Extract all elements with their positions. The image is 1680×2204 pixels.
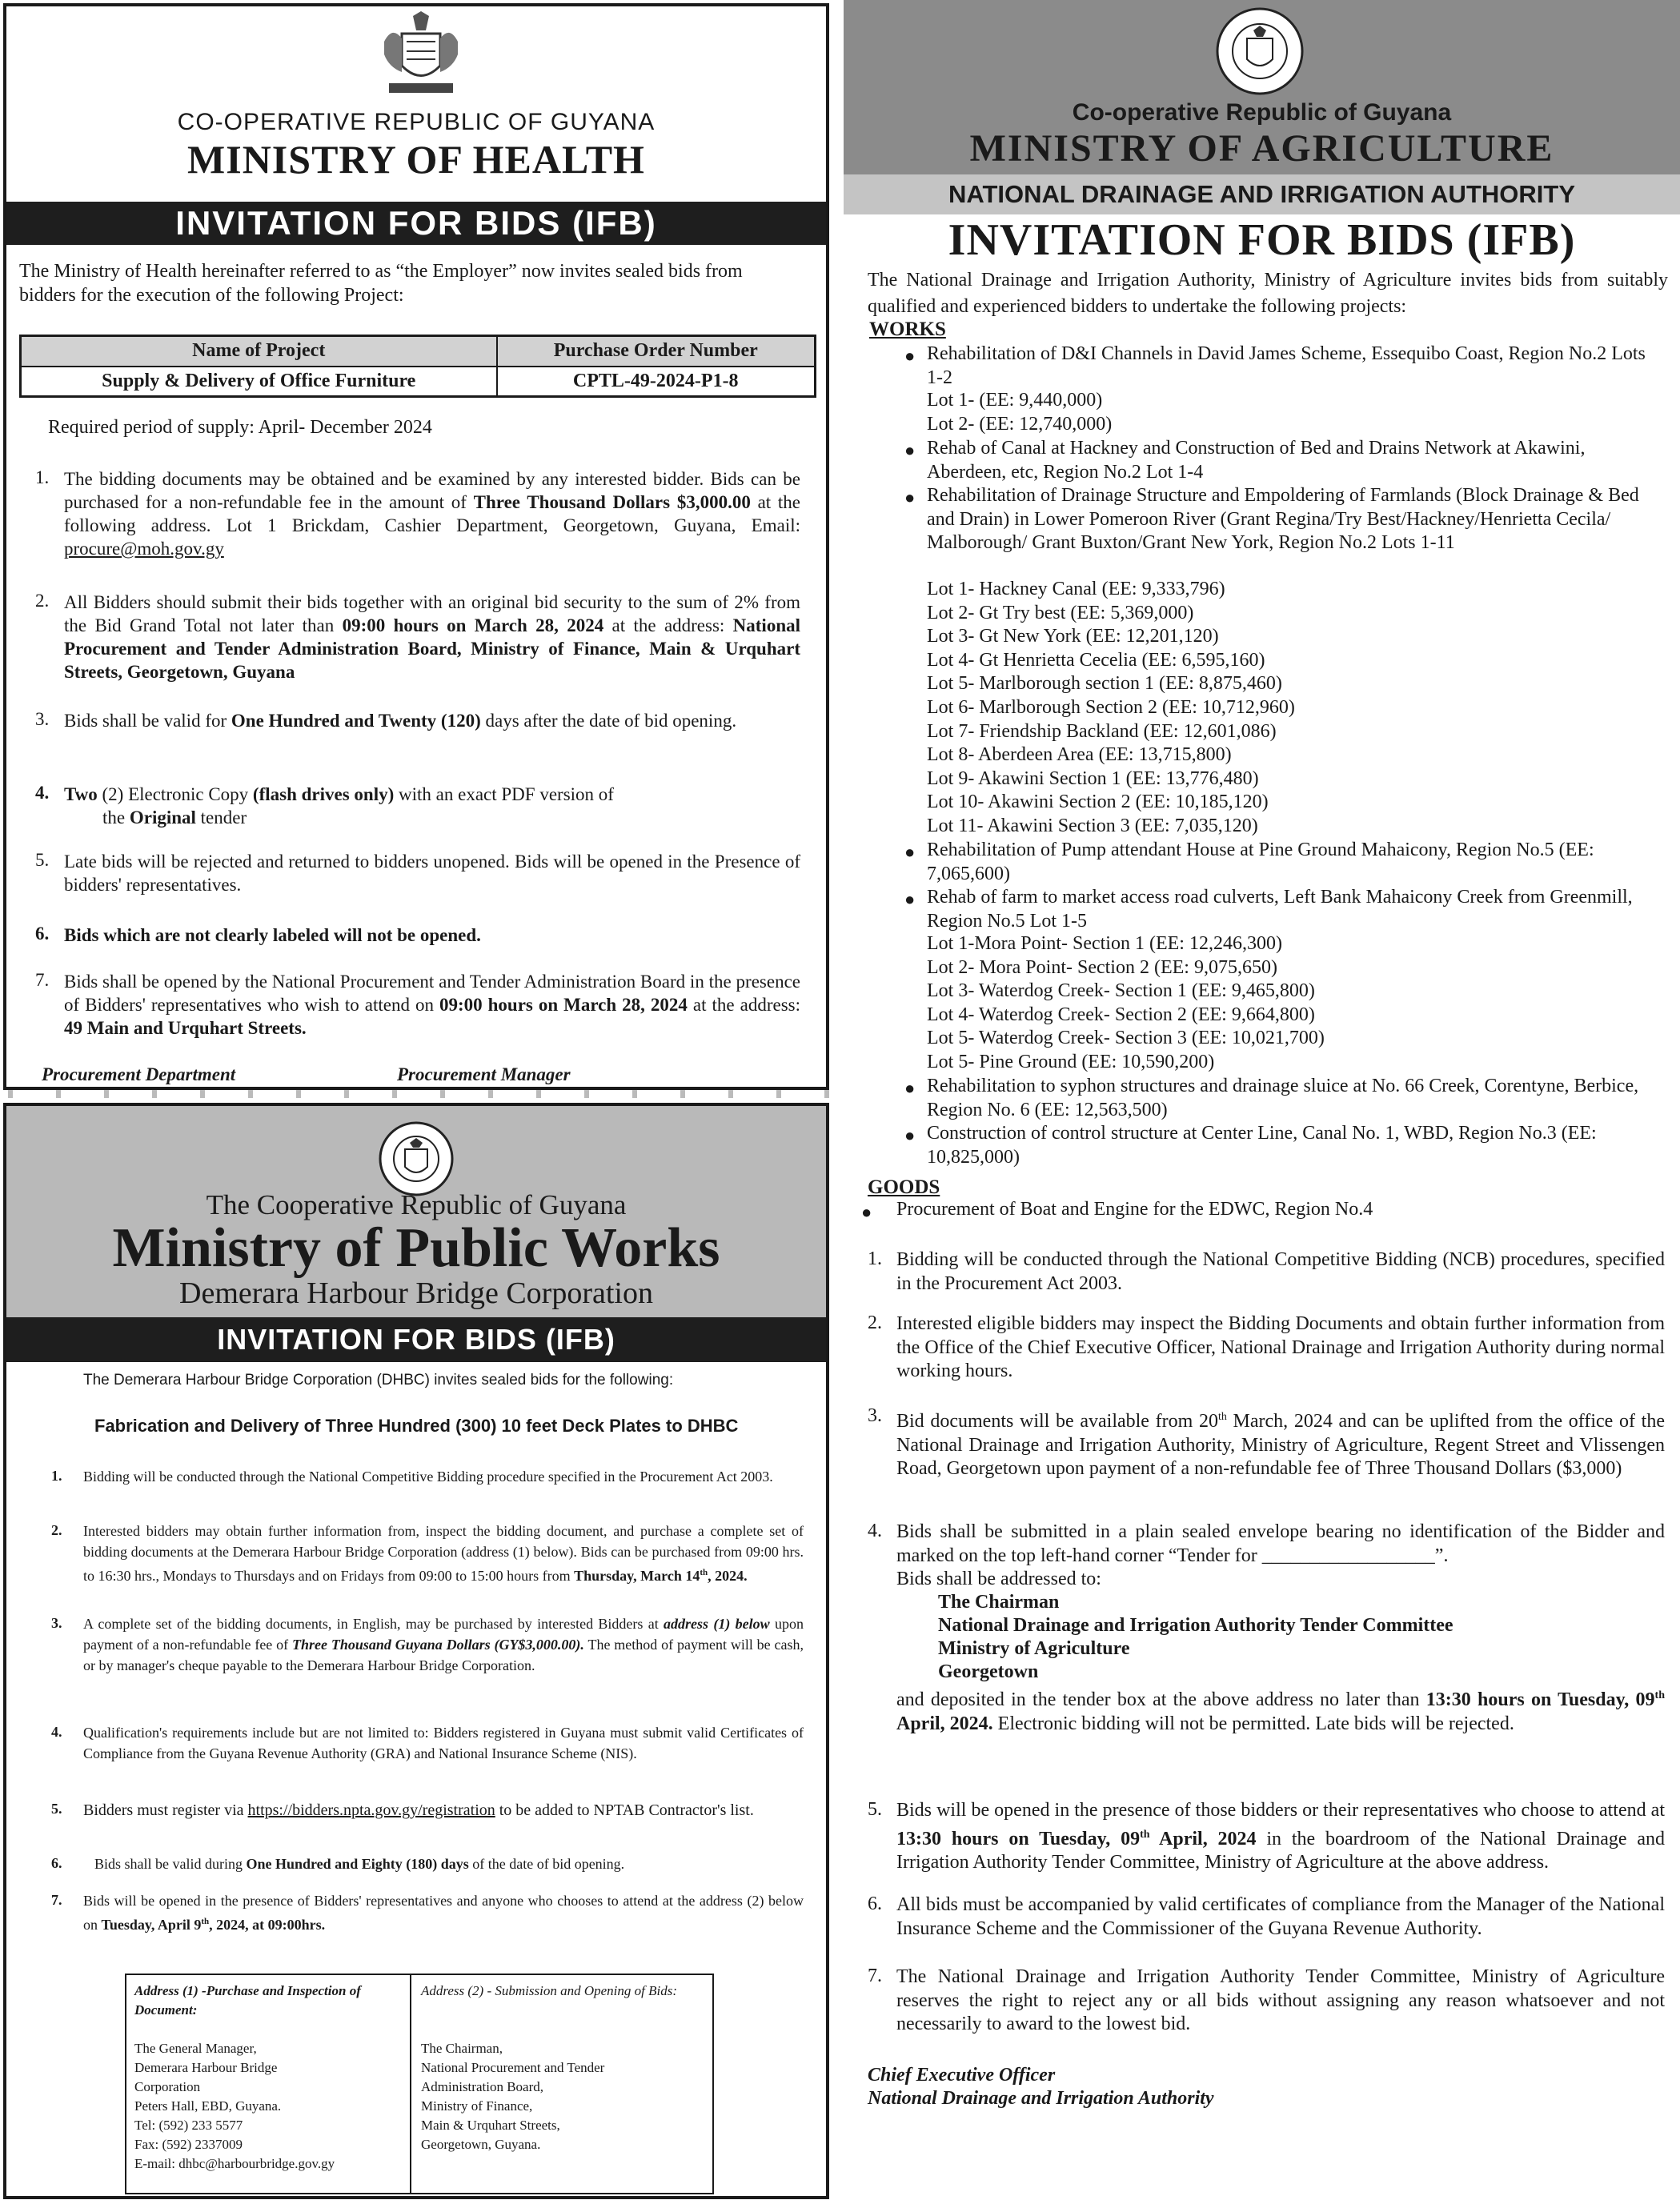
item-number: 3. <box>51 1615 62 1631</box>
intro-text: The Ministry of Health hereinafter referred to as “the Employer” now invites sealed bids from bidders for the execution of the following Project: <box>19 261 743 306</box>
bullet-icon: ● <box>904 1125 916 1145</box>
address-line: Main & Urquhart Streets, <box>421 2118 560 2133</box>
item-text: Two <box>64 784 98 804</box>
address-ref: address (1) below <box>664 1616 770 1632</box>
fee-text: Three Thousand Dollars $3,000.00 <box>473 492 751 512</box>
deadline-text: 13:30 hours on Tuesday, 09 <box>1425 1689 1655 1710</box>
mpw-item-7 <box>83 1890 804 1935</box>
item-number: 6. <box>868 1893 882 1914</box>
item-number: 5. <box>35 850 50 870</box>
republic-heading: Co-operative Republic of Guyana <box>1072 99 1452 126</box>
guyana-coat-of-arms-icon <box>378 10 464 99</box>
works-item-3: Rehabilitation of Drainage Structure and Empoldering of Farmlands (Block Drainage & Bed and Drain) in Lower Pomeroon River (Grant Regina/Try Best/Hackney/Henrietta Cecila/ Malborough/ Grant Buxton/Grant New York, Region No.2 Lots 1-11 <box>927 485 1639 554</box>
works-item-4: Rehabilitation of Pump attendant House at Pine Ground Mahaicony, Region No.5 (EE: 7,065,600) <box>927 840 1594 884</box>
item-text: days after the date of bid opening. <box>480 711 737 731</box>
address-line: Demerara Harbour Bridge <box>134 2060 278 2075</box>
signature-authority: National Drainage and Irrigation Authority <box>868 2088 1214 2109</box>
ministry-title: MINISTRY OF HEALTH <box>187 137 645 182</box>
address-line: The General Manager, <box>134 2041 257 2056</box>
mpw-item-4: Qualification's requirements include but are not limited to: Bidders registered in Guyana must submit valid Certificates of Compliance from the Guyana Revenue Authority (GRA) and National Insurance Scheme (NIS). <box>83 1725 804 1761</box>
lot-line: Lot 2- Gt Try best (EE: 5,369,000) <box>927 603 1194 623</box>
address-line: Ministry of Finance, <box>421 2098 533 2114</box>
validity-text: One Hundred and Eighty (180) days <box>246 1856 469 1872</box>
moh-item-5: Late bids will be rejected and returned to bidders unopened. Bids will be opened in the Presence of bidders' representatives. <box>64 852 800 895</box>
moh-advert <box>3 3 829 1090</box>
address-line: National Procurement and Tender <box>421 2060 605 2075</box>
item-number: 5. <box>51 1801 62 1817</box>
lot-line: Lot 9- Akawini Section 1 (EE: 13,776,480) <box>927 768 1259 789</box>
address-1-heading: Address (1) -Purchase and Inspection of Document: <box>134 1983 361 2018</box>
address-line: The Chairman, <box>421 2041 503 2056</box>
item-text: Original <box>129 807 196 828</box>
lot-line: Lot 11- Akawini Section 3 (EE: 7,035,120) <box>927 815 1258 836</box>
superscript: th <box>1140 1828 1150 1841</box>
lot-line: Lot 8- Aberdeen Area (EE: 13,715,800) <box>927 744 1232 765</box>
item-text: The bidding documents may be obtained and be examined by any interested bidder. Bids can be purchased for a non-refundable fee in the amount of <box>64 469 800 512</box>
mpw-item-6 <box>94 1853 815 1874</box>
ifb-banner: INVITATION FOR BIDS (IFB) <box>948 215 1576 265</box>
intro-text: The National Drainage and Irrigation Authority, Ministry of Agriculture invites bids from suitably qualified and experienced bidders to undertake the following projects: <box>868 270 1668 317</box>
lot-line: Lot 10- Akawini Section 2 (EE: 10,185,120) <box>927 791 1269 812</box>
item-number: 2. <box>868 1312 882 1333</box>
moa-item-6: All bids must be accompanied by valid certificates of compliance from the Manager of the National Insurance Scheme and the Commissioner of the Guyana Revenue Authority. <box>896 1894 1665 1939</box>
address-line: National Drainage and Irrigation Authority Tender Committee <box>938 1615 1453 1636</box>
table-row <box>21 367 816 397</box>
opening-date: Tuesday, April 9 <box>101 1917 202 1933</box>
lot-line: Lot 5- Pine Ground (EE: 10,590,200) <box>927 1052 1215 1072</box>
ifb-banner: INVITATION FOR BIDS (IFB) <box>6 1317 826 1362</box>
po-number-cell: CPTL-49-2024-P1-8 <box>497 367 816 397</box>
item-number: 4. <box>51 1724 62 1740</box>
registration-link[interactable]: https://bidders.npta.gov.gy/registration <box>247 1801 495 1819</box>
mpw-item-1: Bidding will be conducted through the National Competitive Bidding procedure specified in the Procurement Act 2003. <box>83 1469 773 1485</box>
works-item-1: Rehabilitation of D&I Channels in David James Scheme, Essequibo Coast, Region No.2 Lots 1-2 <box>927 343 1646 388</box>
opening-time: April, 2024 <box>1149 1828 1257 1849</box>
lot-line: Lot 2- Mora Point- Section 2 (EE: 9,075,650) <box>927 957 1277 978</box>
item-text: The method of payment will be cash, or by manager's cheque payable to the Demerara Harbour Bridge Corporation. <box>83 1637 804 1673</box>
bullet-icon: ● <box>861 1202 872 1222</box>
address-line: Georgetown <box>938 1661 1039 1682</box>
validity-text: One Hundred and Twenty (120) <box>231 711 481 731</box>
signature-title: Chief Executive Officer <box>868 2065 1056 2086</box>
item-text: with an exact PDF version of <box>394 784 614 804</box>
item-number: 3. <box>868 1405 882 1426</box>
lot-line: Lot 5- Waterdog Creek- Section 3 (EE: 10,021,700) <box>927 1028 1325 1048</box>
intro-text: The Demerara Harbour Bridge Corporation (DHBC) invites sealed bids for the following: <box>83 1372 674 1389</box>
item-number: 2. <box>51 1522 62 1538</box>
moa-item-2: Interested eligible bidders may inspect the Bidding Documents and obtain further information from the Office of the Chief Executive Officer, National Drainage and Irrigation Authority during normal working hours. <box>896 1313 1665 1382</box>
project-table <box>19 335 816 398</box>
item-text: A complete set of the bidding documents, in English, may be purchased by interested Bidders at <box>83 1616 664 1632</box>
item-text: Electronic bidding will not be permitted. Late bids will be rejected. <box>992 1713 1514 1734</box>
address-line: Peters Hall, EBD, Guyana. <box>134 2098 282 2114</box>
address-text: 49 Main and Urquhart Streets. <box>64 1018 307 1038</box>
item-text: Bids will be opened in the presence of those bidders or their representatives who choose to attend at <box>896 1800 1665 1821</box>
works-item-5: Rehab of farm to market access road culverts, Left Bank Mahaicony Creek from Greenmill, Region No.5 Lot 1-5 <box>927 887 1633 932</box>
signature-manager: Procurement Manager <box>397 1064 571 1084</box>
date-text: Thursday, March 14 <box>574 1568 700 1584</box>
item-number: 7. <box>35 970 50 990</box>
mpw-item-3 <box>83 1613 804 1676</box>
republic-heading: CO-OPERATIVE REPUBLIC OF GUYANA <box>177 109 656 135</box>
addressed-to: Bids shall be addressed to: <box>896 1569 1101 1589</box>
lot-line: Lot 3- Gt New York (EE: 12,201,120) <box>927 626 1219 647</box>
lot-line: Lot 1- Hackney Canal (EE: 9,333,796) <box>927 579 1225 599</box>
item-number: 7. <box>51 1892 62 1908</box>
item-number: 2. <box>35 591 50 611</box>
deadline-text: 09:00 hours on March 28, 2024 <box>342 615 604 635</box>
mpw-advert <box>3 1103 829 2199</box>
dhbc-seal-icon <box>378 1120 455 1197</box>
address-1-column <box>126 1975 411 2193</box>
item-text: March, 2024 and can be uplifted from the office of the National Drainage and Irrigation Authority, Ministry of Agriculture, Regent Street and Vlissengen Road, Georgetown upon payment of a non-refundable fee of Three Thousand Dollars ($3,000) <box>896 1411 1665 1480</box>
item-number: 3. <box>35 709 50 729</box>
bullet-icon: ● <box>904 889 916 909</box>
item-text: Bids shall be valid for <box>64 711 231 731</box>
item-number: 5. <box>868 1799 882 1820</box>
email-address[interactable]: E-mail: dhbc@harbourbridge.gov.gy <box>134 2156 335 2171</box>
item-text: Bidders must register via <box>83 1801 248 1819</box>
moh-item-2 <box>64 591 800 683</box>
republic-heading: The Cooperative Republic of Guyana <box>206 1189 627 1220</box>
works-item-6: Rehabilitation to syphon structures and drainage sluice at No. 66 Creek, Corentyne, Berbice, Region No. 6 (EE: 12,563,500) <box>927 1076 1639 1120</box>
address-text: National Procurement and Tender Administration Board, Ministry of Finance, Main & Urquhart Streets, Georgetown, Guyana <box>64 615 800 682</box>
moa-item-5 <box>896 1799 1665 1875</box>
item-text: Bids shall be opened by the National Procurement and Tender Administration Board in the presence of Bidders' representatives who wish to attend on <box>64 972 800 1015</box>
item-number: 6. <box>35 924 50 944</box>
item-number: 4. <box>868 1521 882 1541</box>
item-number: 1. <box>35 467 50 487</box>
ministry-seal-icon <box>1215 6 1305 96</box>
superscript: th <box>1217 1411 1227 1423</box>
item-text: at the address: <box>687 995 800 1015</box>
opening-time: 13:30 hours on Tuesday, 09 <box>896 1828 1141 1849</box>
item-text: (flash drives only) <box>252 784 395 804</box>
opening-time: 09:00 hours on March 28, 2024 <box>439 995 688 1015</box>
deadline-text: April, 2024. <box>896 1713 993 1734</box>
ifb-banner: INVITATION FOR BIDS (IFB) <box>6 202 826 245</box>
moh-item-6: Bids which are not clearly labeled will not be opened. <box>64 925 481 945</box>
superscript: th <box>201 1917 210 1926</box>
moa-item-4-deposit <box>896 1684 1665 1736</box>
superscript: th <box>1654 1689 1665 1701</box>
ministry-title: Ministry of Public Works <box>112 1217 720 1279</box>
item-text: at the address: <box>603 615 733 635</box>
goods-heading: GOODS <box>868 1176 940 1198</box>
item-text: Bid documents will be available from 20 <box>896 1411 1218 1432</box>
table-header-po-number: Purchase Order Number <box>497 336 816 367</box>
authority-heading: NATIONAL DRAINAGE AND IRRIGATION AUTHORITY <box>844 174 1680 214</box>
date-text: , 2024. <box>708 1568 748 1584</box>
item-number: 1. <box>868 1248 882 1269</box>
moh-item-3 <box>64 709 800 732</box>
supply-period: Required period of supply: April- December 2024 <box>48 417 432 438</box>
mpw-item-5 <box>83 1799 804 1821</box>
item-number: 7. <box>868 1966 882 1986</box>
lot-line: Lot 5- Marlborough section 1 (EE: 8,875,460) <box>927 673 1282 694</box>
address-2-heading: Address (2) - Submission and Opening of Bids: <box>421 1983 677 1998</box>
moa-item-3 <box>896 1405 1665 1481</box>
moh-item-7 <box>64 970 800 1040</box>
bullet-icon: ● <box>904 1078 916 1098</box>
superscript: th <box>700 1568 708 1577</box>
bullet-icon: ● <box>904 346 916 366</box>
works-heading: WORKS <box>869 319 946 340</box>
moa-item-1: Bidding will be conducted through the National Competitive Bidding (NCB) procedures, specified in the Procurement Act 2003. <box>896 1249 1665 1294</box>
item-number: 1. <box>51 1468 62 1484</box>
item-text: in the boardroom of the National Drainage and Irrigation Authority Tender Committee, Ministry of Agriculture at the above address. <box>896 1828 1665 1873</box>
lot-line: Lot 1- (EE: 9,440,000) <box>927 390 1103 411</box>
table-header-row <box>21 336 816 367</box>
address-2-column <box>413 1975 712 2193</box>
item-text: to be added to NPTAB Contractor's list. <box>495 1801 754 1819</box>
bullet-icon: ● <box>904 487 916 507</box>
works-item-2: Rehab of Canal at Hackney and Construction of Bed and Drains Network at Akawini, Aberdeen, etc, Region No.2 Lot 1-4 <box>927 438 1586 483</box>
lot-line: Lot 4- Waterdog Creek- Section 2 (EE: 9,664,800) <box>927 1004 1315 1025</box>
email-link[interactable]: procure@moh.gov.gy <box>64 539 224 559</box>
lot-line: Lot 4- Gt Henrietta Cecelia (EE: 6,595,160) <box>927 650 1265 671</box>
lot-line: Lot 6- Marlborough Section 2 (EE: 10,712,960) <box>927 697 1295 718</box>
address-line: Corporation <box>134 2079 201 2094</box>
moh-item-1 <box>64 467 800 560</box>
item-text: Bids will be opened in the presence of Bidders' representatives and anyone who chooses to attend at the address (2) below on <box>83 1893 804 1933</box>
address-line: The Chairman <box>938 1592 1060 1613</box>
column-divider <box>8 1090 829 1098</box>
fax-number: Fax: (592) 2337009 <box>134 2137 243 2152</box>
moh-item-4 <box>64 783 800 829</box>
signature-department: Procurement Department <box>42 1064 236 1084</box>
lot-line: Lot 7- Friendship Backland (EE: 12,601,086) <box>927 721 1277 742</box>
project-name-cell: Supply & Delivery of Office Furniture <box>21 367 497 397</box>
address-line: Administration Board, <box>421 2079 543 2094</box>
phone-number: Tel: (592) 233 5577 <box>134 2118 243 2133</box>
item-text: All Bidders should submit their bids together with an original bid security to the sum of 2% from the Bid Grand Total not later than <box>64 592 800 635</box>
item-text: Interested bidders may obtain further information from, inspect the bidding document, and purchase a complete set of bidding documents at the Demerara Harbour Bridge Corporation (address (1) below). Bids can be purchased from 09:00 hrs. to 16:30 hrs., Mondays to Thursdays and on Fridays from 09:00 to 15:00 hours from <box>83 1523 804 1584</box>
opening-date: , 2024, at 09:00hrs. <box>209 1917 326 1933</box>
item-text: upon payment of a non-refundable fee of <box>83 1616 804 1653</box>
item-text: and deposited in the tender box at the above address no later than <box>896 1689 1426 1710</box>
item-text: Bids shall be valid during <box>94 1856 247 1872</box>
bullet-icon: ● <box>904 440 916 460</box>
item-text: of the date of bid opening. <box>468 1856 625 1872</box>
lot-line: Lot 3- Waterdog Creek- Section 1 (EE: 9,465,800) <box>927 980 1315 1001</box>
item-text: tender <box>195 807 247 828</box>
goods-item: Procurement of Boat and Engine for the EDWC, Region No.4 <box>896 1199 1373 1220</box>
bullet-icon: ● <box>904 842 916 862</box>
lot-line: Lot 1-Mora Point- Section 1 (EE: 12,246,300) <box>927 933 1282 954</box>
address-table <box>125 1974 714 2194</box>
item-text: (2) Electronic Copy <box>97 784 253 804</box>
moa-item-7: The National Drainage and Irrigation Authority Tender Committee, Ministry of Agriculture reserves the right to reject any or all bids without assigning any reason whatsoever and not necessarily to award to the lowest bid. <box>896 1966 1665 2035</box>
address-line: Ministry of Agriculture <box>938 1638 1130 1659</box>
moa-advert <box>844 0 1680 2204</box>
item-number: 6. <box>51 1855 62 1871</box>
table-header-project: Name of Project <box>21 336 497 367</box>
lot-line: Lot 2- (EE: 12,740,000) <box>927 414 1113 435</box>
mpw-item-2 <box>83 1521 804 1586</box>
item-text: at the following address. Lot 1 Brickdam, Cashier Department, Georgetown, Guyana, Email: <box>64 492 801 535</box>
corporation-heading: Demerara Harbour Bridge Corporation <box>179 1276 653 1310</box>
works-item-7: Construction of control structure at Center Line, Canal No. 1, WBD, Region No.3 (EE: 10,825,000) <box>927 1123 1597 1168</box>
fee-text: Three Thousand Guyana Dollars (GY$3,000.00). <box>292 1637 584 1653</box>
item-number: 4. <box>35 783 50 803</box>
project-title: Fabrication and Delivery of Three Hundred (300) 10 feet Deck Plates to DHBC <box>94 1416 739 1436</box>
moa-item-4: Bids shall be submitted in a plain sealed envelope bearing no identification of the Bidder and marked on the top left-hand corner “Tender for __________________”. <box>896 1521 1665 1566</box>
address-line: Georgetown, Guyana. <box>421 2137 541 2152</box>
ministry-title: MINISTRY OF AGRICULTURE <box>969 127 1554 170</box>
item-text: the <box>102 807 130 828</box>
